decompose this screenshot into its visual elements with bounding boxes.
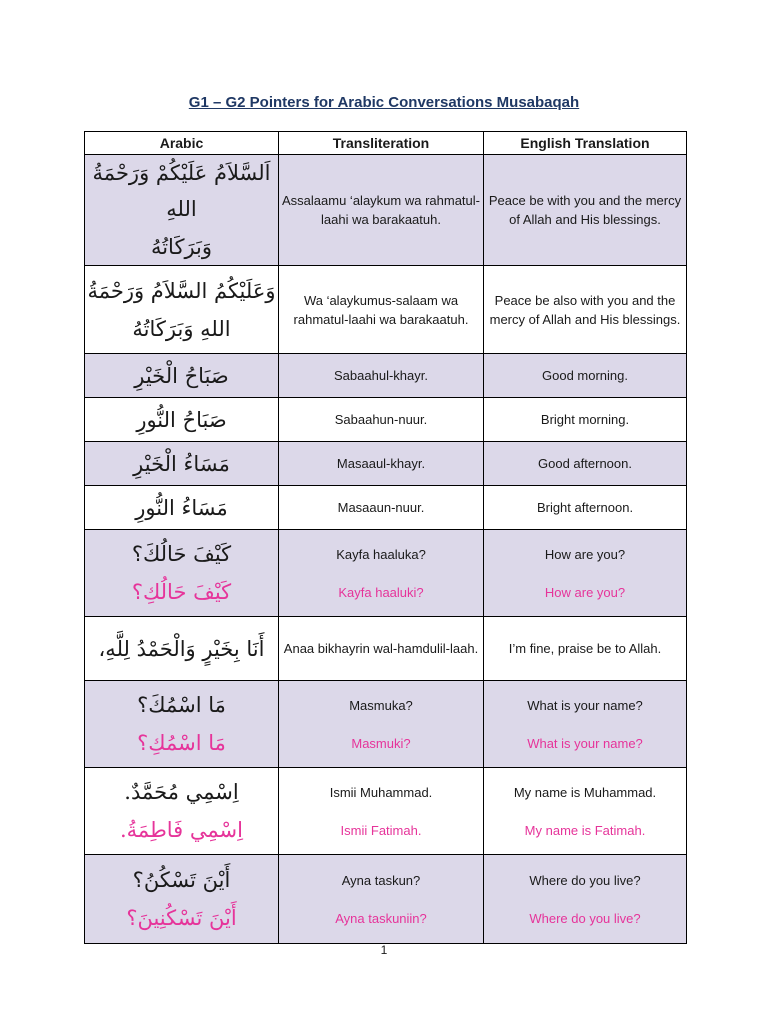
page-number: 1 <box>380 943 388 957</box>
table-row <box>85 155 687 266</box>
english-cell <box>484 768 687 855</box>
table-row <box>85 486 687 530</box>
header-english: English Translation <box>484 132 687 155</box>
transliteration-cell <box>279 681 484 768</box>
table-row <box>85 354 687 398</box>
english-masculine: What is your name? <box>527 697 643 713</box>
transliteration-feminine: Ismii Fatimah. <box>340 822 422 838</box>
conversation-table <box>84 131 687 944</box>
transliteration-cell <box>279 530 484 617</box>
arabic-cell <box>85 855 279 944</box>
transliteration-cell <box>279 768 484 855</box>
arabic-cell: صَبَاحُ النُّورِ <box>85 398 279 442</box>
english-masculine: My name is Muhammad. <box>513 784 657 800</box>
table-row <box>85 768 687 855</box>
arabic-cell: أَنَا بِخَيْرٍ وَالْحَمْدُ لِلَّهِ، <box>85 617 279 681</box>
transliteration-feminine: Masmuki? <box>351 735 411 751</box>
page-title: G1 – G2 Pointers for Arabic Conversations Musabaqah <box>188 94 580 111</box>
arabic-masculine: أَيْنَ تَسْكُنُ؟ <box>132 868 231 892</box>
transliteration-masculine: Ismii Muhammad. <box>329 784 433 800</box>
arabic-masculine: اِسْمِي مُحَمَّدٌ. <box>124 780 239 804</box>
table-row <box>85 617 687 681</box>
header-transliteration: Transliteration <box>279 132 484 155</box>
table-row <box>85 398 687 442</box>
english-cell: Good afternoon. <box>484 442 687 486</box>
arabic-cell <box>85 530 279 617</box>
arabic-cell <box>85 768 279 855</box>
arabic-feminine: اِسْمِي فَاطِمَةُ. <box>120 818 243 842</box>
arabic-cell: مَسَاءُ النُّورِ <box>85 486 279 530</box>
header-arabic: Arabic <box>85 132 279 155</box>
transliteration-cell: Anaa bikhayrin wal-hamdulil-laah. <box>279 617 484 681</box>
arabic-masculine: مَا اسْمُكَ؟ <box>137 693 226 717</box>
english-cell: I’m fine, praise be to Allah. <box>484 617 687 681</box>
transliteration-cell: Masaaun-nuur. <box>279 486 484 530</box>
english-cell <box>484 855 687 944</box>
transliteration-masculine: Kayfa haaluka? <box>336 546 426 562</box>
arabic-text: وَبَرَكَاتُهُ <box>150 235 213 259</box>
arabic-cell <box>85 266 279 354</box>
transliteration-cell: Sabaahul-khayr. <box>279 354 484 398</box>
transliteration-cell: Assalaamu ‘alaykum wa rahmatul-laahi wa barakaatuh. <box>279 155 484 266</box>
english-cell: Bright afternoon. <box>484 486 687 530</box>
table-row <box>85 681 687 768</box>
arabic-text: اَلسَّلاَمُ عَلَيْكُمْ وَرَحْمَةُ اللهِ <box>92 161 271 221</box>
transliteration-cell: Wa ‘alaykumus-salaam wa rahmatul-laahi wa barakaatuh. <box>279 266 484 354</box>
arabic-text: وَعَلَيْكُمُ السَّلاَمُ وَرَحْمَةُ <box>87 278 276 303</box>
english-feminine: My name is Fatimah. <box>524 822 646 838</box>
transliteration-feminine: Ayna taskuniin? <box>335 910 427 926</box>
english-feminine: What is your name? <box>527 735 643 751</box>
english-cell <box>484 681 687 768</box>
arabic-feminine: مَا اسْمُكِ؟ <box>137 731 226 755</box>
english-cell: Peace be with you and the mercy of Allah and His blessings. <box>484 155 687 266</box>
english-cell: Peace be also with you and the mercy of Allah and His blessings. <box>484 266 687 354</box>
arabic-cell: مَسَاءُ الْخَيْرِ <box>85 442 279 486</box>
transliteration-cell <box>279 855 484 944</box>
arabic-cell <box>85 155 279 266</box>
transliteration-feminine: Kayfa haaluki? <box>338 584 424 600</box>
table-header-row <box>85 132 687 155</box>
english-masculine: Where do you live? <box>529 872 641 888</box>
table-row <box>85 530 687 617</box>
arabic-text: اللهِ وَبَرَكَاتُهُ <box>132 316 231 341</box>
english-cell: Bright morning. <box>484 398 687 442</box>
table-row <box>85 266 687 354</box>
english-feminine: How are you? <box>544 584 626 600</box>
english-cell <box>484 530 687 617</box>
transliteration-cell: Masaaul-khayr. <box>279 442 484 486</box>
table-row <box>85 442 687 486</box>
transliteration-cell: Sabaahun-nuur. <box>279 398 484 442</box>
arabic-cell: صَبَاحُ الْخَيْرِ <box>85 354 279 398</box>
arabic-feminine: أَيْنَ تَسْكُنِينَ؟ <box>126 906 237 930</box>
english-cell: Good morning. <box>484 354 687 398</box>
table-row <box>85 855 687 944</box>
arabic-masculine: كَيْفَ حَالُكَ؟ <box>131 542 232 566</box>
english-masculine: How are you? <box>544 546 626 562</box>
arabic-cell <box>85 681 279 768</box>
english-feminine: Where do you live? <box>529 910 641 926</box>
transliteration-masculine: Ayna taskun? <box>341 872 421 888</box>
transliteration-masculine: Masmuka? <box>349 697 413 713</box>
arabic-feminine: كَيْفَ حَالُكِ؟ <box>131 580 232 604</box>
